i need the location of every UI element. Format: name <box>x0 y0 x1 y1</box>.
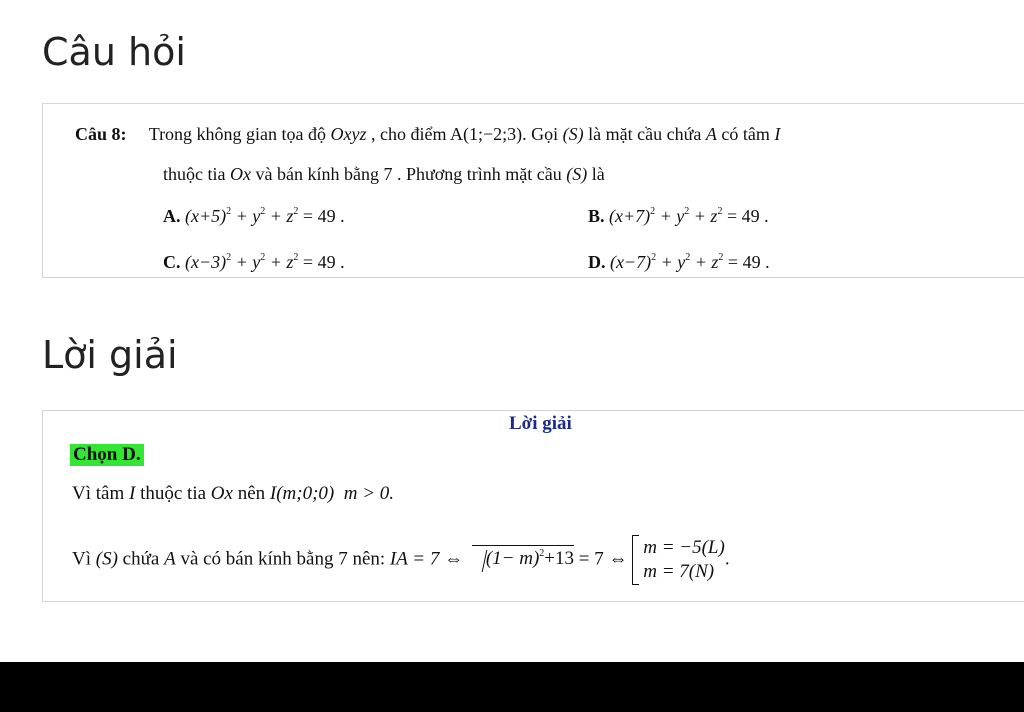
sqrt-expression <box>472 545 574 570</box>
math-point-i: I(m;0;0) <box>269 483 335 504</box>
exponent: 2 <box>293 206 299 217</box>
math-a: A <box>705 124 717 144</box>
option-expr: = 49 . <box>302 206 345 226</box>
question-box <box>42 103 1024 278</box>
math-point-a: A(1;−2;3). <box>450 124 527 144</box>
option-expr: (x−3) <box>185 252 227 272</box>
exponent: 2 <box>293 252 299 263</box>
question-text: Gọi <box>531 124 559 144</box>
question-text: , cho điểm <box>371 124 447 144</box>
bottom-black-bar <box>0 662 1024 712</box>
exponent: 2 <box>260 206 266 217</box>
option-expr: + z <box>269 252 294 272</box>
math-sphere-s: (S) <box>566 164 588 184</box>
math-a: A <box>164 548 176 570</box>
question-text: thuộc tia <box>163 164 226 184</box>
math-i: I <box>129 483 136 504</box>
solution-text: chứa <box>122 548 160 570</box>
option-expr: + y <box>235 252 261 272</box>
question-text: và bán kính bằng 7 . Phương trình mặt cầu <box>255 164 562 184</box>
question-line-2 <box>163 164 605 185</box>
chosen-answer: Chọn D. <box>70 444 144 466</box>
solution-text: thuộc tia <box>140 483 207 504</box>
option-key: C. <box>163 252 181 272</box>
exponent: 2 <box>717 206 723 217</box>
option-expr: (x−7) <box>610 252 652 272</box>
solution-title: Lời giải <box>509 413 572 434</box>
answer-heading: Lời giải <box>42 333 178 377</box>
option-a[interactable] <box>163 206 345 227</box>
option-expr: + z <box>269 206 294 226</box>
question-text: là <box>591 164 605 184</box>
option-expr: (x+7) <box>609 206 651 226</box>
exponent: 2 <box>718 252 724 263</box>
solution-text: và có bán kính bằng 7 nên: <box>180 548 386 570</box>
exponent: 2 <box>226 252 232 263</box>
option-expr: + y <box>660 252 686 272</box>
question-heading: Câu hỏi <box>42 30 186 74</box>
solution-line-1 <box>72 483 394 505</box>
option-key: B. <box>588 206 605 226</box>
question-text: là mặt cầu chứa <box>588 124 702 144</box>
solution-box <box>42 410 1024 602</box>
solution-text: Vì <box>72 548 91 570</box>
solution-line-2 <box>72 535 730 585</box>
question-text: có tâm <box>721 124 770 144</box>
math-root-term: (1− m) <box>485 548 540 570</box>
option-expr: + y <box>659 206 685 226</box>
math-oxyz: Oxyz <box>330 124 367 144</box>
option-key: A. <box>163 206 181 226</box>
option-expr: = 49 . <box>726 206 769 226</box>
option-expr: + z <box>693 206 718 226</box>
exponent: 2 <box>651 252 657 263</box>
exponent: 2 <box>685 252 691 263</box>
math-condition: m > 0. <box>343 483 395 504</box>
option-c[interactable] <box>163 252 345 273</box>
exponent: 2 <box>684 206 690 217</box>
math-ox: Ox <box>210 483 233 504</box>
option-expr: (x+5) <box>185 206 227 226</box>
system-row-2: m = 7(N) <box>643 561 715 582</box>
system-row-1: m = −5(L) <box>643 537 725 558</box>
question-label: Câu 8: <box>75 124 127 144</box>
option-expr: = 49 . <box>727 252 770 272</box>
exponent: 2 <box>539 548 545 560</box>
option-expr: = 49 . <box>302 252 345 272</box>
math-ox: Ox <box>229 164 251 184</box>
solution-period: . <box>724 548 730 570</box>
question-line-1 <box>75 124 780 145</box>
math-sphere-s: (S) <box>562 124 584 144</box>
solution-text: Vì tâm <box>72 483 125 504</box>
math-ia: IA = 7 ⇔ <box>389 548 464 570</box>
solution-text: nên <box>237 483 266 504</box>
option-b[interactable] <box>588 206 769 227</box>
option-expr: + y <box>235 206 261 226</box>
exponent: 2 <box>226 206 232 217</box>
math-sphere-s: (S) <box>95 548 118 570</box>
question-text: Trong không gian tọa độ <box>148 124 327 144</box>
math-i: I <box>774 124 781 144</box>
exponent: 2 <box>650 206 656 217</box>
exponent: 2 <box>260 252 266 263</box>
option-key: D. <box>588 252 606 272</box>
option-d[interactable] <box>588 252 770 273</box>
system-rows <box>643 536 725 584</box>
math-equivalence: = 7 ⇔ <box>578 548 628 570</box>
option-expr: + z <box>694 252 719 272</box>
system-bracket <box>632 535 639 585</box>
math-root-tail: +13 <box>544 548 575 570</box>
